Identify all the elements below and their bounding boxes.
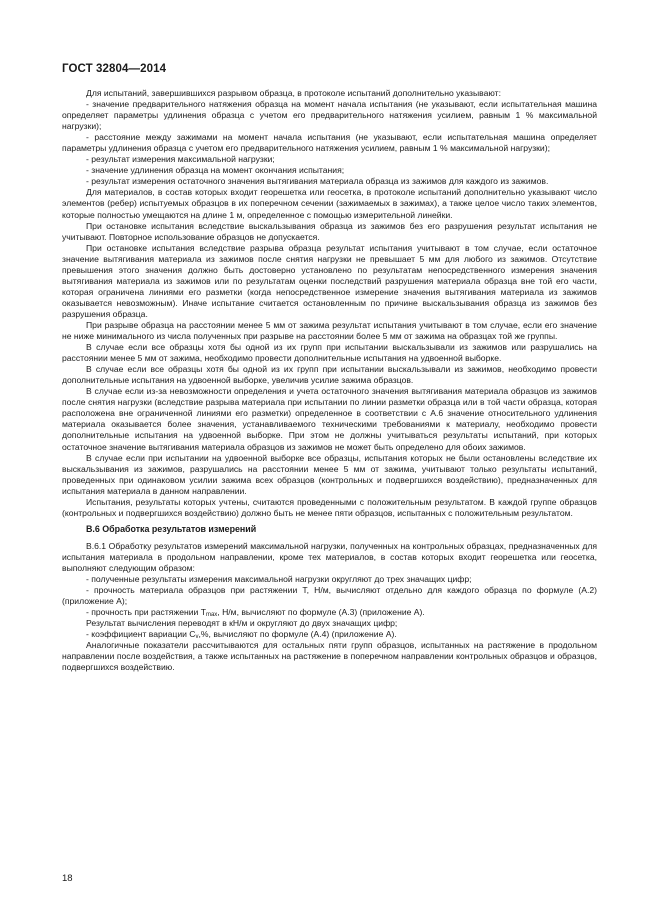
- paragraph: При остановке испытания вследствие разрыва образца результат испытания учитывают в том случае, если остаточное значение вытягивания материала из зажимов после снятия нагрузки не превышает 5 мм для любого из зажимов. Отсутствие превышения этого значения должно быть достоверно установлено по результатам непосредственного измерения значения вытягивания материала из зажимов или по результатам оценки последствий разрушения материала образца вне той его части, которая ограничена линиями его разметки (когда непосредственное измерение значения вытягивания материала из зажимов оказывается невозможным). Иначе испытание считается остановленным по причине выскальзывания образца из зажимов без разрушения образца.: [62, 242, 597, 319]
- list-item: - результат измерения остаточного значения вытягивания материала образца из зажимов для каждого из зажимов.: [86, 176, 549, 187]
- paragraph: При разрыве образца на расстоянии менее 5 мм от зажима результат испытания учитывают в том случае, если его значение не ниже минимального из числа полученных при разрыве на расстоянии более 5 мм от зажима на образцах той же группы.: [62, 319, 597, 342]
- paragraph: Для материалов, в состав которых входит георешетка или геосетка, в протоколе испытаний дополнительно указывают число элементов (ребер) испытуемых образцов в их поперечном сечении (зажимаемых в зажимах), а также целое число таких элементов, которые полностью умещаются на длине 1 м, определенное с помощью измерительной линейки.: [62, 187, 597, 220]
- paragraph: При остановке испытания вследствие выскальзывания образца из зажимов без его разрушения результат испытания не учитывают. Повторное использование образцов не допускается.: [62, 220, 597, 242]
- list-item: - прочность материала образцов при растяжении T, Н/м, вычисляют отдельно для каждого образца по формуле (А.2) (приложение А);: [62, 585, 597, 607]
- paragraph: В случае если все образцы хотя бы одной из их групп при испытании выскальзывали из зажимов, необходимо провести дополнительные испытания на удвоенной выборке, увеличив усилие зажима образцов.: [62, 364, 597, 386]
- list-item: - расстояние между зажимами на момент начала испытания (не указывают, если испытательная машина определяет параметры удлинения образца с учетом его предварительного натяжения усилием, равным 1 % максимальной нагрузки);: [62, 132, 597, 154]
- section-heading: В.6 Обработка результатов измерений: [86, 523, 257, 534]
- paragraph: В случае если все образцы хотя бы одной из их групп при испытании выскальзывали из зажимов или разрушались на расстоянии менее 5 мм от зажима, необходимо провести дополнительные испытания на удвоенной выборке.: [62, 342, 597, 364]
- paragraph: В случае если при испытании на удвоенной выборке все образцы, испытания которых не были остановлены вследствие их выскальзывания из зажимов, разрушались на расстоянии менее 5 мм от зажима, учитывают только результаты испытаний, проведенных при одинаковом усилии зажима всех образцов (контрольных и подвергшихся воздействию), предназначенных для испытания материала в данном направлении.: [62, 452, 597, 496]
- subscript-max: max: [205, 612, 218, 619]
- main-text: [62, 88, 597, 673]
- formula-text-post: ,%, вычисляют по формуле (А.4) (приложение А).: [198, 629, 397, 640]
- paragraph: В случае если из-за невозможности определения и учета остаточного значения вытягивания материала образцов из зажимов после снятия нагрузки (вследствие разрыва материала при испытании по линии разметки образца или в той части образца, которая расположена вне ограниченной линиями его разметки) определенное в соответствии с А.6 значение относительного удлинения материала оказывается более значения, устанавливаемого техническими требованиями к материалу, необходимо провести дополнительные испытания на удвоенной выборке. При этом не должны учитываться результаты испытаний, при которых остаточное значение вытягивания материала образцов из зажимов не может быть определено для обоих зажимов.: [62, 386, 597, 452]
- list-item: - полученные результаты измерения максимальной нагрузки округляют до трех значащих цифр;: [86, 574, 472, 585]
- subscript-v: v: [195, 634, 199, 641]
- paragraph: Для испытаний, завершившихся разрывом образца, в протоколе испытаний дополнительно указывают:: [86, 88, 501, 98]
- list-item: - значение удлинения образца на момент окончания испытания;: [86, 165, 345, 176]
- paragraph: Испытания, результаты которых учтены, считаются проведенными с положительным результатом. В каждой группе образцов (контрольных и подвергшихся воздействию) должно быть не менее пяти образцов, испытанных с положительным результатом.: [62, 496, 597, 518]
- formula-text-pre: - прочность при растяжении T: [86, 607, 206, 618]
- standard-header: ГОСТ 32804—2014: [62, 63, 167, 75]
- list-item-formula-cv: [62, 629, 597, 640]
- list-item-formula-tmax: [62, 607, 597, 618]
- paragraph: В.6.1 Обработку результатов измерений максимальной нагрузки, полученных на контрольных образцах, предназначенных для испытания материала в продольном направлении, кроме тех материалов, в состав которых входит георешетка или геосетка, выполняют следующим образом:: [62, 540, 597, 573]
- list-item: - результат измерения максимальной нагрузки;: [86, 154, 275, 165]
- formula-text-pre: - коэффициент вариации C: [86, 629, 196, 640]
- paragraph: Аналогичные показатели рассчитываются для остальных пяти групп образцов, испытанных на растяжение в продольном направлении после воздействия, а также испытанных на растяжение в поперечном направлении контрольных образцов и образцов, подвергшихся воздействию.: [62, 640, 597, 673]
- paragraph: Результат вычисления переводят в кН/м и округляют до двух значащих цифр;: [86, 618, 398, 629]
- list-item: - значение предварительного натяжения образца на момент начала испытания (не указывают, если испытательная машина определяет параметры удлинения образца с учетом его предварительного натяжения усилием, равным 1 % максимальной нагрузки);: [62, 99, 597, 132]
- formula-text-post: , Н/м, вычисляют по формуле (А.3) (приложение А).: [217, 607, 425, 618]
- page-number: 18: [62, 873, 73, 884]
